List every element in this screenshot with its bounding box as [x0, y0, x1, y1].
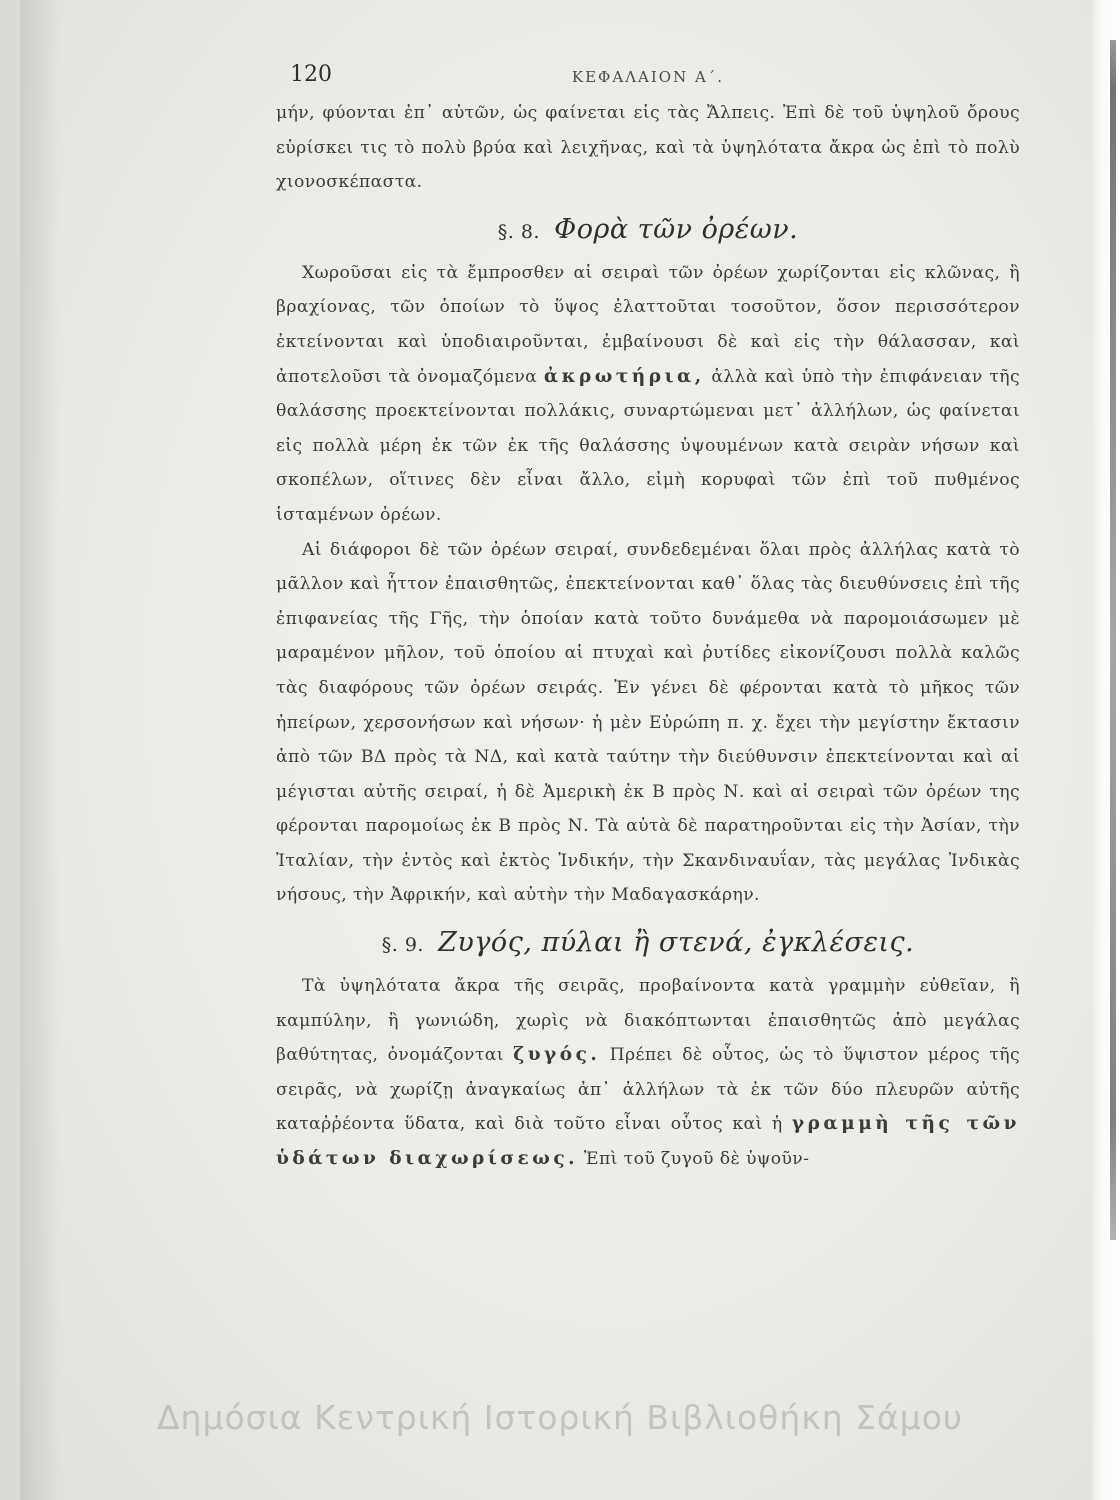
term-watershed: γραμμὴ τῆς τῶν ὑδάτων διαχωρίσεως.: [276, 1113, 1020, 1170]
page-number: 120: [290, 62, 332, 87]
paragraph-ridge: [276, 969, 1020, 1177]
library-watermark: Δημόσια Κεντρική Ιστορική Βιβλιοθήκη Σάμου: [156, 1398, 963, 1437]
page-gutter-shadow: [20, 0, 60, 1500]
paragraph-text: Τὰ ὑψηλότατα ἄκρα τῆς σειρᾶς, προβαίνοντα κατὰ γραμμὴν εὐθεῖαν, ἢ καμπύλην, ἢ γωνιώδη, χωρὶς νὰ διακόπτωνται ἐπαισθητῶς ἀπὸ μεγάλας βαθύτητας, ὀνομάζονται: [276, 976, 1020, 1066]
paragraph-text: Πρέπει δὲ οὗτος, ὡς τὸ ὕψιστον μέρος τῆς σειρᾶς, νὰ χωρίζῃ ἀναγκαίως ἀπ᾽ ἀλλήλων τὰ ἐκ τῶν δύο πλευρῶν αὐτῆς καταῤῥέοντα ὕδατα, καὶ διὰ τοῦτο εἶναι οὗτος καὶ ἡ: [276, 1045, 1021, 1135]
section-9-heading: [276, 923, 1020, 965]
section-8-heading: [276, 210, 1020, 252]
page-content: [276, 62, 1020, 1177]
term-akroteria: ἀκρωτήρια,: [543, 365, 705, 387]
paragraph-mountain-directions: Αἱ διάφοροι δὲ τῶν ὀρέων σειραί, συνδεδεμέναι ὅλαι πρὸς ἀλλήλας κατὰ τὸ μᾶλλον καὶ ἧττον ἐπαισθητῶς, ἐπεκτείνονται καθ᾽ ὅλας τὰς διευθύνσεις ἐπὶ τῆς ἐπιφανείας τῆς Γῆς, τὴν ὁποίαν κατὰ τοῦτο δυνάμεθα νὰ παρομοιάσωμεν μὲ μαραμένον μῆλον, τοῦ ὁποίου αἱ πτυχαὶ καὶ ῥυτίδες εἰκονίζουσι πολλὰ καλῶς τὰς διαφόρους τῶν ὀρέων σειράς. Ἐν γένει δὲ φέρονται κατὰ τὸ μῆκος τῶν ἠπείρων, χερσονήσων καὶ νήσων· ἡ μὲν Εὐρώπη π. χ. ἔχει τὴν μεγίστην ἔκτασιν ἀπὸ τῶν ΒΔ πρὸς τὰ ΝΔ, καὶ κατὰ ταύτην τὴν διεύθυνσιν ἐπεκτείνονται καὶ αἱ μέγισται αὐτῆς σειραί, ἡ δὲ Ἀμερικὴ ἐκ Β πρὸς Ν. καὶ αἱ σειραὶ τῶν ὀρέων της φέρονται παρομοίως ἐκ Β πρὸς Ν. Τὰ αὐτὰ δὲ παρατηροῦνται εἰς τὴν Ἀσίαν, τὴν Ἰταλίαν, τὴν ἐντὸς καὶ ἐκτὸς Ἰνδικήν, τὴν Σκανδιναυΐαν, τὰς μεγάλας Ἰνδικὰς νήσους, τὴν Ἀφρικήν, καὶ αὐτὴν τὴν Μαδαγασκάρην.: [276, 539, 1020, 906]
page-header: [276, 62, 1020, 96]
paragraph-text: Ἐπὶ τοῦ ζυγοῦ δὲ ὑψοῦν-: [583, 1149, 810, 1170]
section-9-number: §. 9.: [381, 934, 424, 957]
section-9-title: Ζυγός, πύλαι ἢ στενά, ἐγκλέσεις.: [438, 927, 915, 959]
section-8-title: Φορὰ τῶν ὀρέων.: [554, 213, 799, 245]
term-zygos: ζυγός.: [513, 1044, 601, 1066]
paragraph-text: ἀλλὰ καὶ ὑπὸ τὴν ἐπιφάνειαν τῆς θαλάσσης προεκτείνονται πολλάκις, συναρτώμεναι μετ᾽ ἀλλήλων, ὡς φαίνεται εἰς πολλὰ μέρη ἐκ τῶν ἐκ τῆς θαλάσσης ὑψουμένων κατὰ σειρὰν νήσων καὶ σκοπέλων, οἵτινες δὲν εἶναι ἄλλο, εἰμὴ κορυφαὶ τῶν ἐπὶ τοῦ πυθμένος ἱσταμένων ὀρέων.: [276, 366, 1020, 525]
paragraph-mountain-branches: [276, 256, 1020, 533]
paragraph-continuation: μήν, φύονται ἐπ᾽ αὐτῶν, ὡς φαίνεται εἰς τὰς Ἄλπεις. Ἐπὶ δὲ τοῦ ὑψηλοῦ ὄρους εὑρίσκει τις τὸ πολὺ βρύα καὶ λειχῆνας, καὶ τὰ ὑψηλότατα ἄκρα ὡς ἐπὶ τὸ πολὺ χιονοσκέπαστα.: [276, 103, 1020, 193]
scan-edge-mark: [1110, 40, 1116, 1240]
scan-edge: [1090, 0, 1120, 1500]
section-8-number: §. 8.: [497, 220, 540, 243]
paragraph-text: Χωροῦσαι εἰς τὰ ἔμπροσθεν αἱ σειραὶ τῶν ὀρέων χωρίζονται εἰς κλῶνας, ἢ βραχίονας, τῶν ὁποίων τὸ ὕψος ἐλαττοῦται τοσοῦτον, ὅσον περισσότερον ἐκτείνονται καὶ ὑποδιαιροῦνται, ἐμβαίνουσι δὲ καὶ εἰς τὴν θάλασσαν, καὶ ἀποτελοῦσι τὰ ὀνομαζόμενα: [276, 262, 1020, 387]
running-head: ΚΕΦΑΛΑΙΟΝ Α΄.: [571, 68, 725, 86]
